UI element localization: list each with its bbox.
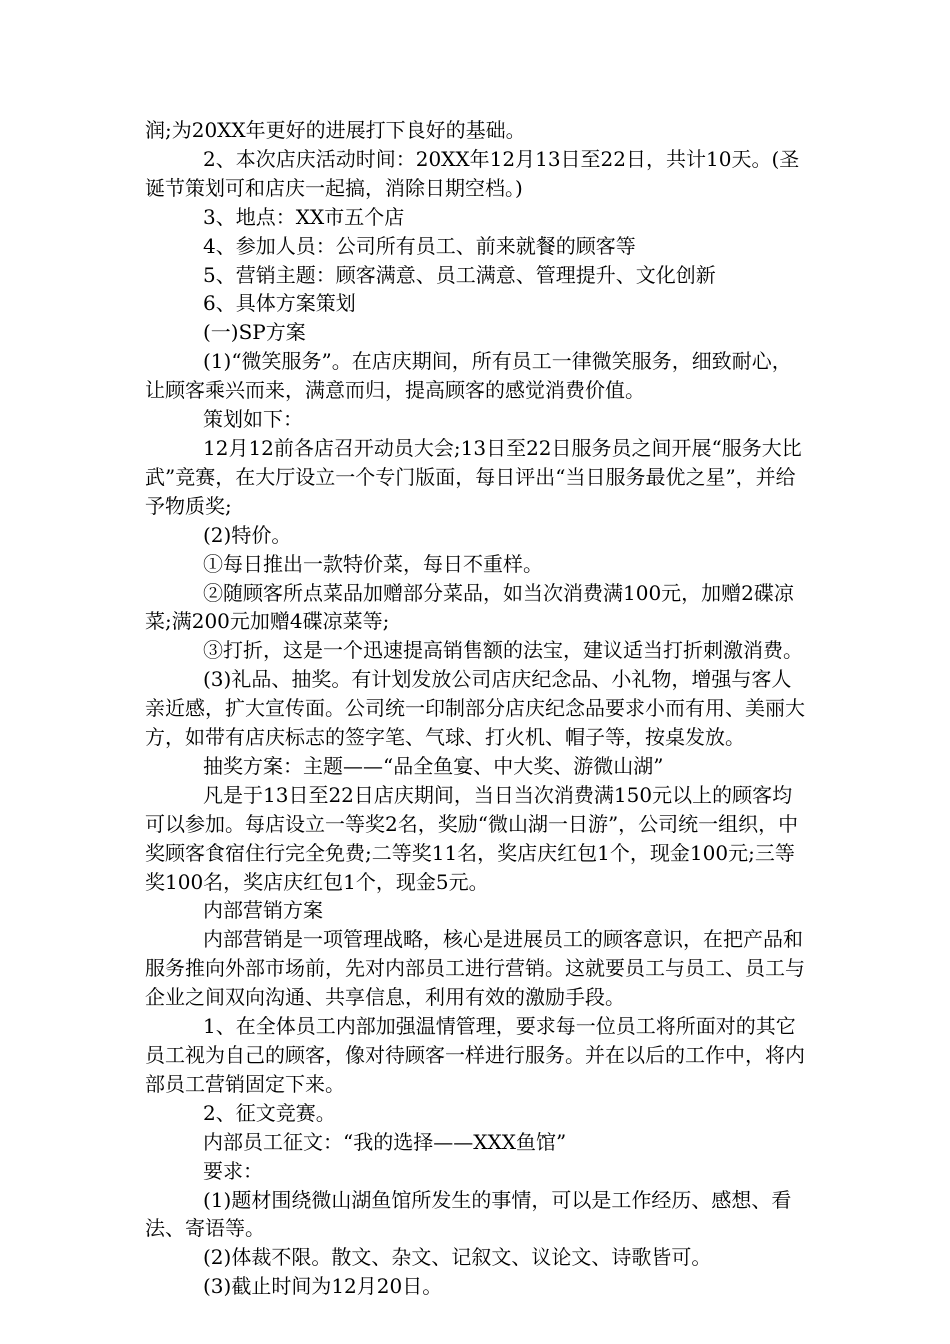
section-heading: 内部营销方案 bbox=[203, 898, 323, 923]
paragraph: 4、参加人员：公司所有员工、前来就餐的顾客等 bbox=[203, 233, 636, 258]
paragraph: 策划如下： bbox=[203, 407, 303, 432]
document-body bbox=[145, 116, 809, 1301]
paragraph: 2、征文竞赛。 bbox=[203, 1100, 336, 1125]
paragraph: 1、在全体员工内部加强温情管理，要求每一位员工将所面对的其它员工视为自己的顾客，像对待顾客一样进行服务。并在以后的工作中，将内部员工营销固定下来。 bbox=[145, 1014, 805, 1096]
paragraph: 12月12前各店召开动员大会;13日至22日服务员之间开展“服务大比武”竞赛，在大厅设立一个专门版面，每日评出“当日服务最优之星”，并给予物质奖; bbox=[145, 435, 802, 518]
paragraph: 内部员工征文：“我的选择——XXX鱼馆” bbox=[203, 1129, 567, 1154]
paragraph: 5、营销主题：顾客满意、员工满意、管理提升、文化创新 bbox=[203, 262, 716, 287]
paragraph: (1)题材围绕微山湖鱼馆所发生的事情，可以是工作经历、感想、看法、寄语等。 bbox=[145, 1187, 792, 1241]
paragraph: 3、地点：XX市五个店 bbox=[203, 204, 405, 229]
paragraph: 要求： bbox=[203, 1158, 263, 1183]
paragraph: ②随顾客所点菜品加赠部分菜品，如当次消费满100元，加赠2碟凉菜;满200元加赠4碟凉菜等; bbox=[145, 580, 794, 634]
paragraph: 6、具体方案策划 bbox=[203, 291, 356, 316]
paragraph: 内部营销是一项管理战略，核心是进展员工的顾客意识，在把产品和服务推向外部市场前，先对内部员工进行营销。这就要员工与员工、员工与企业之间双向沟通、共享信息，利用有效的激励手段。 bbox=[145, 927, 805, 1010]
paragraph: (2)特价。 bbox=[203, 522, 292, 547]
paragraph: (3)截止时间为12月20日。 bbox=[203, 1274, 443, 1299]
paragraph: (3)礼品、抽奖。有计划发放公司店庆纪念品、小礼物，增强与客人亲近感，扩大宣传面。公司统一印制部分店庆纪念品要求小而有用、美丽大方，如带有店庆标志的签字笔、气球、打火机、帽子等，按桌发放。 bbox=[145, 667, 805, 750]
paragraph: 抽奖方案：主题——“品全鱼宴、中大奖、游微山湖” bbox=[203, 753, 664, 778]
paragraph: 2、本次店庆活动时间：20XX年12月13日至22日，共计10天。(圣诞节策划可和店庆一起搞，消除日期空档。) bbox=[145, 146, 800, 200]
paragraph: ①每日推出一款特价菜，每日不重样。 bbox=[203, 551, 543, 576]
paragraph: (1)“微笑服务”。在店庆期间，所有员工一律微笑服务，细致耐心，让顾客乘兴而来，满意而归，提高顾客的感觉消费价值。 bbox=[145, 349, 792, 403]
paragraph: ③打折，这是一个迅速提高销售额的法宝，建议适当打折刺激消费。 bbox=[203, 638, 803, 663]
section-heading: (一)SP方案 bbox=[203, 320, 306, 345]
paragraph: 凡是于13日至22日店庆期间，当日当次消费满150元以上的顾客均可以参加。每店设立一等奖2名，奖励“微山湖一日游”，公司统一组织，中奖顾客食宿住行完全免费;二等奖11名，奖店庆红包1个，现金100元;三等奖100名，奖店庆红包1个，现金5元。 bbox=[145, 782, 799, 894]
paragraph: (2)体裁不限。散文、杂文、记叙文、议论文、诗歌皆可。 bbox=[203, 1245, 712, 1270]
paragraph: 润;为20XX年更好的进展打下良好的基础。 bbox=[145, 118, 526, 142]
